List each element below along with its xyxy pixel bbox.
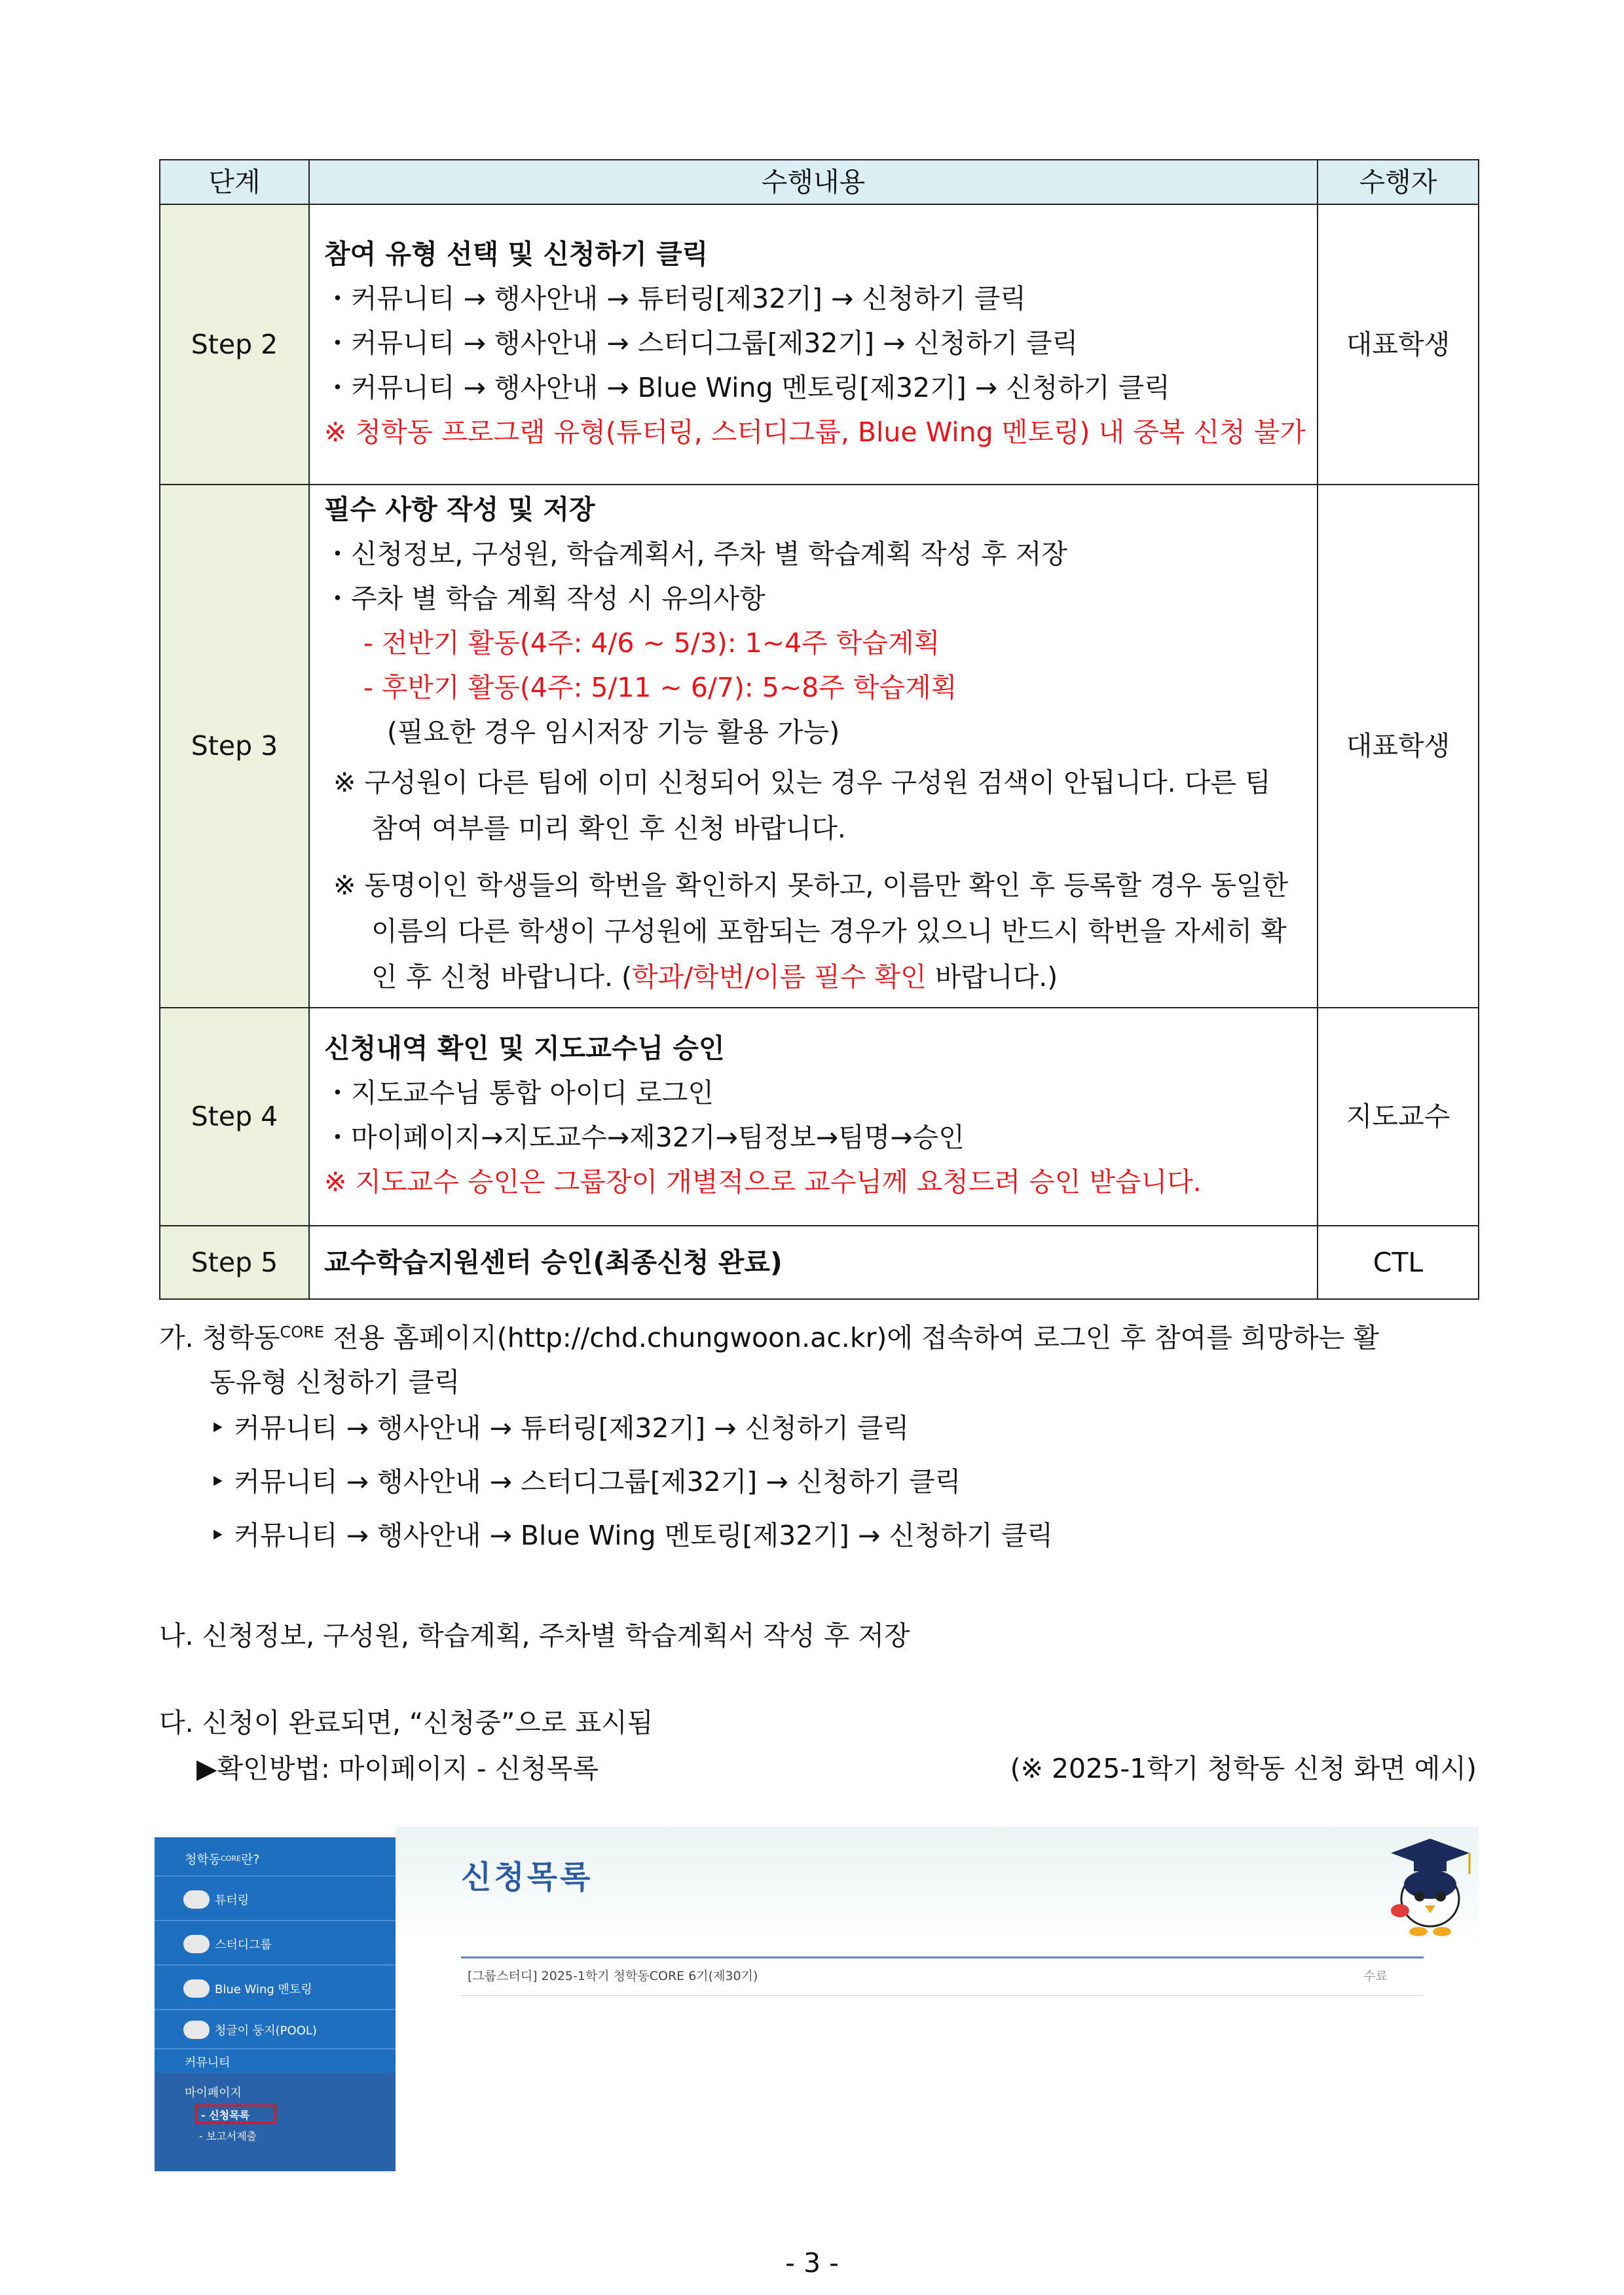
step-red-line: - 후반기 활동(4주: 5/11 ~ 6/7): 5~8주 학습계획 (363, 672, 957, 704)
sidebar-divider (155, 1920, 396, 1921)
step-title: 참여 유형 선택 및 신청하기 클릭 (324, 238, 709, 270)
table-row-step2 (160, 204, 1479, 485)
sidebar-header-sup: CORE (221, 1854, 241, 1863)
note-text: 바랍니다.) (926, 961, 1058, 993)
graduation-mascot-icon (1378, 1833, 1479, 1945)
application-row-status: 수료 (1363, 1969, 1388, 1983)
step-red-line: - 전반기 활동(4주: 4/6 ~ 5/3): 1~4주 학습계획 (363, 627, 940, 659)
step-line: ・커뮤니티 → 행사안내 → 스터디그룹[제32기] → 신청하기 클릭 (324, 327, 1079, 359)
table-header-row (160, 160, 1479, 204)
list-top-rule (461, 1956, 1424, 1958)
sidebar-item-label: 튜터링 (215, 1894, 249, 1907)
section-da: 다. 신청이 완료되면, “신청중”으로 표시됨 (159, 1707, 654, 1738)
header-performer: 수행자 (1318, 160, 1479, 204)
sidebar-divider (155, 2009, 396, 2010)
header-stage: 단계 (160, 160, 309, 204)
header-content: 수행내용 (309, 160, 1318, 204)
section-ga-text: 전용 홈페이지(http://chd.chungwoon.ac.kr)에 접속하여 로그인 후 참여를 희망하는 활 (324, 1322, 1379, 1353)
sidebar-item-study-group[interactable] (155, 1925, 396, 1963)
content-cell (309, 1226, 1318, 1299)
table-row-step3 (160, 485, 1479, 1008)
sidebar-item-pool[interactable] (155, 2013, 396, 2047)
table-row-step5 (160, 1226, 1479, 1299)
note-highlight: 학과/학번/이름 필수 확인 (632, 961, 927, 993)
performer-cell: 대표학생 (1318, 204, 1479, 485)
step-note: ※ 구성원이 다른 팀에 이미 신청되어 있는 경우 구성원 검색이 안됩니다. 다른 팀 참여 여부를 미리 확인 후 신청 바랍니다. (333, 767, 1271, 844)
section-ga-line2: 동유형 신청하기 클릭 (210, 1367, 460, 1398)
step-line: ・커뮤니티 → 행사안내 → 튜터링[제32기] → 신청하기 클릭 (324, 282, 1026, 314)
sidebar-item-community[interactable]: 커뮤니티 (185, 2056, 231, 2070)
note-text: ※ 동명이인 학생들의 학번을 확인하지 못하고, 이름만 확인 후 등록할 경우 동일한 이름의 다른 학생이 구성원에 포함되는 경우가 있으니 반드시 학번을 자세히 확인 후 신청 바랍니다. ( (333, 870, 1289, 993)
mascot-icon (183, 1890, 210, 1909)
content-cell (309, 1008, 1318, 1226)
sidebar-divider (155, 2048, 396, 2049)
stage-cell: Step 2 (160, 204, 309, 485)
sidebar-item-mypage[interactable]: 마이페이지 (185, 2086, 242, 2100)
performer-cell: 지도교수 (1318, 1008, 1479, 1226)
sidebar-item-tutoring[interactable] (155, 1881, 396, 1919)
step-line: ・지도교수님 통합 아이디 로그인 (324, 1077, 714, 1109)
step-note (324, 863, 1305, 1000)
content-cell (309, 204, 1318, 485)
section-ga-item: ‣ 커뮤니티 → 행사안내 → 스터디그룹[제32기] → 신청하기 클릭 (210, 1466, 961, 1497)
application-row-title[interactable]: [그룹스터디] 2025-1학기 청학동CORE 6기(제30기) (468, 1969, 758, 1983)
screenshot-sidebar (155, 1837, 396, 2171)
sidebar-divider (155, 1964, 396, 1966)
sidebar-item-label: 스터디그룹 (215, 1938, 272, 1952)
table-row-step4 (160, 1008, 1479, 1226)
section-ga-item: ‣ 커뮤니티 → 행사안내 → 튜터링[제32기] → 신청하기 클릭 (210, 1412, 910, 1444)
screenshot-page-title: 신청목록 (461, 1859, 593, 1896)
screenshot-main (396, 1827, 1479, 2167)
superscript-core: CORE (280, 1323, 324, 1342)
step-line: ・커뮤니티 → 행사안내 → Blue Wing 멘토링[제32기] → 신청하기 클릭 (324, 372, 1170, 403)
screenshot-caption: (※ 2025-1학기 청학동 신청 화면 예시) (1010, 1753, 1477, 1784)
step-line: ・마이페이지→지도교수→제32기→팀정보→팀명→승인 (324, 1122, 965, 1154)
step-note: ※ 지도교수 승인은 그룹장이 개별적으로 교수님께 요청드려 승인 받습니다. (324, 1166, 1202, 1198)
sidebar-header-text: 란? (241, 1852, 260, 1867)
stage-cell: Step 3 (160, 485, 309, 1008)
performer-cell: CTL (1318, 1226, 1479, 1299)
check-method: ▶확인방법: 마이페이지 - 신청목록 (196, 1753, 599, 1784)
step-line: ・주차 별 학습 계획 작성 시 유의사항 (324, 583, 766, 615)
stage-cell: Step 4 (160, 1008, 309, 1226)
mascot-icon (183, 1979, 210, 1998)
mascot-icon (183, 2021, 210, 2039)
step-paren-note: (필요한 경우 임시저장 기능 활용 가능) (387, 716, 840, 748)
step-title: 필수 사항 작성 및 저장 (324, 494, 595, 525)
performer-cell: 대표학생 (1318, 485, 1479, 1008)
list-bottom-rule (461, 1995, 1424, 1996)
mascot-icon (183, 1935, 210, 1953)
sidebar-item-label: 청글이 둥지(POOL) (215, 2024, 317, 2038)
sidebar-header[interactable] (155, 1845, 426, 1871)
section-ga-line1 (159, 1316, 1379, 1355)
steps-table (159, 159, 1479, 1300)
page-number: - 3 - (785, 2247, 839, 2279)
sidebar-subitem-application-list[interactable]: - 신청목록 (195, 2104, 276, 2124)
content-cell (309, 485, 1318, 1008)
sidebar-header-text: 청학동 (185, 1852, 221, 1867)
sidebar-divider (155, 1875, 396, 1877)
step-note: ※ 청학동 프로그램 유형(튜터링, 스터디그룹, Blue Wing 멘토링) 내 중복 신청 불가 (324, 416, 1306, 449)
step-title: 신청내역 확인 및 지도교수님 승인 (324, 1033, 725, 1064)
section-ga-text: 가. 청학동 (159, 1322, 280, 1353)
stage-cell: Step 5 (160, 1226, 309, 1299)
sidebar-item-blue-wing[interactable] (155, 1970, 396, 2008)
sidebar-item-label: Blue Wing 멘토링 (215, 1983, 312, 1996)
section-ga-item: ‣ 커뮤니티 → 행사안내 → Blue Wing 멘토링[제32기] → 신청하기 클릭 (210, 1520, 1054, 1551)
section-na: 나. 신청정보, 구성원, 학습계획, 주차별 학습계획서 작성 후 저장 (159, 1620, 910, 1651)
step-title: 교수학습지원센터 승인(최종신청 완료) (324, 1246, 783, 1278)
step-line: ・신청정보, 구성원, 학습계획서, 주차 별 학습계획 작성 후 저장 (324, 538, 1067, 570)
sidebar-subitem-report[interactable]: - 보고서제출 (199, 2129, 257, 2142)
